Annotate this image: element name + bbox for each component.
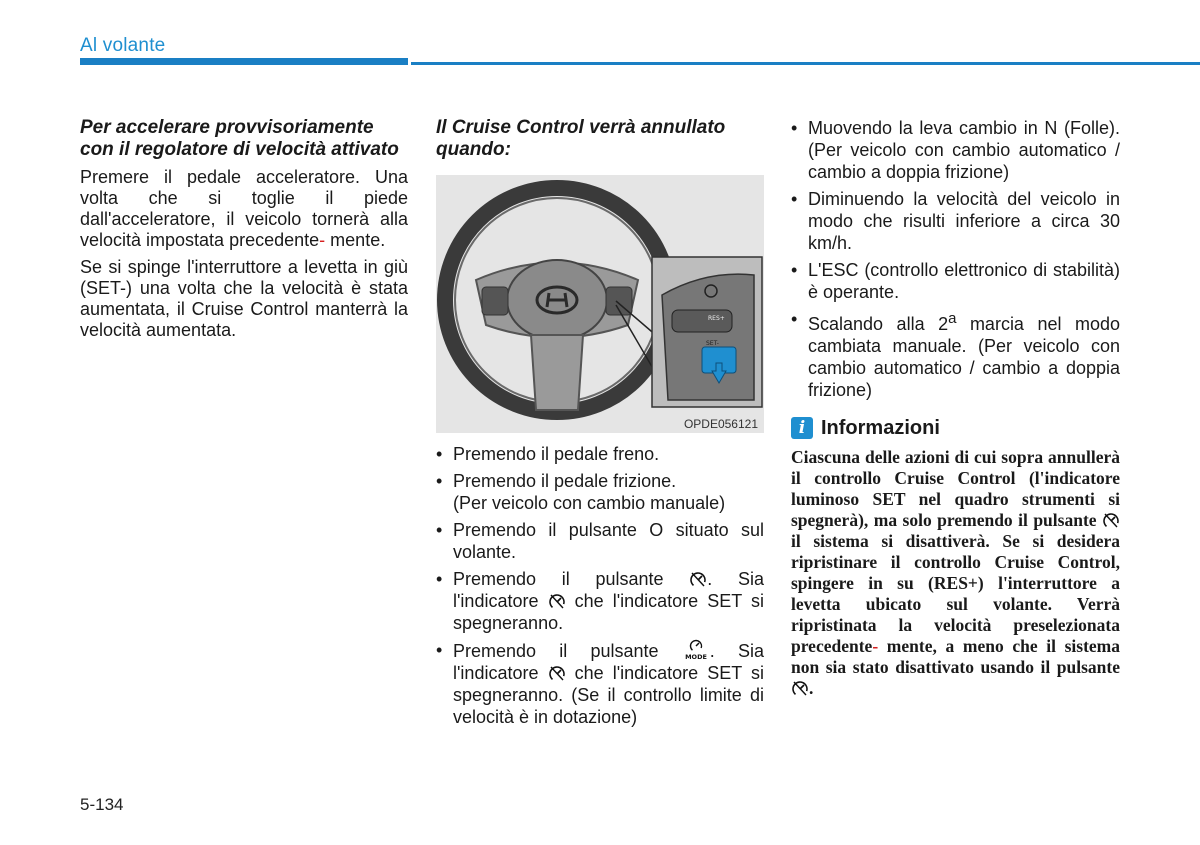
info-body: [791, 447, 1120, 699]
list-item-text: Scalando alla 2: [808, 314, 949, 334]
paragraph-accelerate: [80, 167, 408, 251]
info-icon: i: [791, 417, 813, 439]
section-title: Al volante: [80, 35, 166, 56]
paragraph-text: mente.: [330, 230, 386, 250]
list-item-text: che l'indicatore SET si spegneranno. (Se il controllo limite di velocità è in dotazione): [453, 663, 764, 727]
info-text: Ciascuna delle azioni di cui sopra annullerà il controllo Cruise Control (l'indicatore luminoso SET nel quadro strumenti si spegnerà), ma solo premendo il pulsante: [791, 447, 1120, 530]
list-item-text: Premendo il pulsante: [453, 641, 659, 661]
mode-label: MODE: [684, 653, 707, 661]
list-item: [791, 188, 1120, 254]
list-item: [791, 117, 1120, 183]
info-text: .: [809, 678, 814, 698]
column-2: [436, 117, 764, 733]
cruise-control-icon: [689, 570, 707, 588]
list-item-text: che l'indicatore SET si spegneranno.: [453, 591, 764, 633]
drive-mode-icon: [682, 639, 710, 661]
column-3: [791, 117, 1120, 699]
cruise-control-icon: [791, 679, 809, 697]
list-item-text: Premendo il pedale freno.: [453, 444, 660, 464]
list-item: [436, 519, 764, 563]
list-item-text: Diminuendo la velocità del veicolo in modo che risulti inferiore a circa 30 km/h.: [808, 189, 1120, 253]
list-item: [791, 308, 1120, 401]
list-item: [436, 443, 764, 465]
info-text: il sistema si disattiverà. Se si desidera ripristinare il controllo Cruise Control, spingere in su (RES+) l'interruttore a levetta ubicato sul volante. Verrà ripristinata la velocità preselezionata precedente: [791, 531, 1120, 656]
cruise-control-icon: [1102, 511, 1120, 529]
list-item: [436, 568, 764, 634]
superscript: a: [948, 310, 957, 327]
info-header: [791, 415, 1120, 441]
hyphen: -: [872, 636, 879, 656]
list-item-text: L'ESC (controllo elettronico di stabilità) è operante.: [808, 260, 1120, 302]
list-item: [791, 259, 1120, 303]
list-item-text: . Sia l'indicatore: [453, 569, 764, 611]
subheading-cancel: Il Cruise Control verrà annullato quando:: [436, 117, 726, 160]
cruise-control-icon: [548, 664, 566, 682]
paragraph-set-minus: Se si spinge l'interruttore a levetta in giù (SET-) una volta che la velocità è stata aumentata, il Cruise Control manterrà la velocità aumentata.: [80, 257, 408, 340]
label-res: RES+: [708, 315, 725, 322]
list-item: [436, 470, 764, 514]
subheading-accelerate: Per accelerare provvisoriamente con il regolatore di velocità attivato: [80, 117, 399, 160]
steering-wheel-illustration: [436, 175, 764, 433]
cruise-control-icon: [548, 592, 566, 610]
column-1: [80, 117, 408, 341]
list-item-text: (Per veicolo con cambio manuale): [453, 493, 726, 513]
cancel-conditions-list: [436, 443, 764, 728]
page-number: 5-134: [80, 795, 124, 814]
list-item: [436, 639, 764, 728]
header-bar-thin: [411, 62, 1200, 65]
list-item-text: Premendo il pulsante O situato sul volante.: [453, 520, 764, 562]
cancel-conditions-list-continued: [791, 117, 1120, 401]
list-item-text: Premendo il pulsante: [453, 569, 664, 589]
figure-code: OPDE056121: [683, 417, 758, 431]
steering-wheel-figure: [436, 175, 764, 433]
paragraph-text: Premere il pedale acceleratore. Una volta che si toglie il piede dall'acceleratore, il veicolo tornerà alla velocità impostata precedente: [80, 167, 408, 250]
list-item-text: Muovendo la leva cambio in N (Folle). (Per veicolo con cambio automatico / cambio a doppia frizione): [808, 118, 1120, 182]
list-item-text: marcia nel modo cambiata manuale. (Per veicolo con cambio automatico / cambio a doppia frizione): [808, 314, 1120, 400]
hyphen: -: [319, 230, 326, 250]
label-set: SET-: [706, 340, 719, 347]
info-title: Informazioni: [821, 416, 940, 439]
list-item-text: . Sia l'indicatore: [453, 641, 764, 683]
list-item-text: Premendo il pedale frizione.: [453, 471, 677, 491]
header-bar-thick: [80, 58, 408, 65]
info-text: mente, a meno che il sistema non sia stato disattivato usando il pulsante: [791, 636, 1120, 677]
